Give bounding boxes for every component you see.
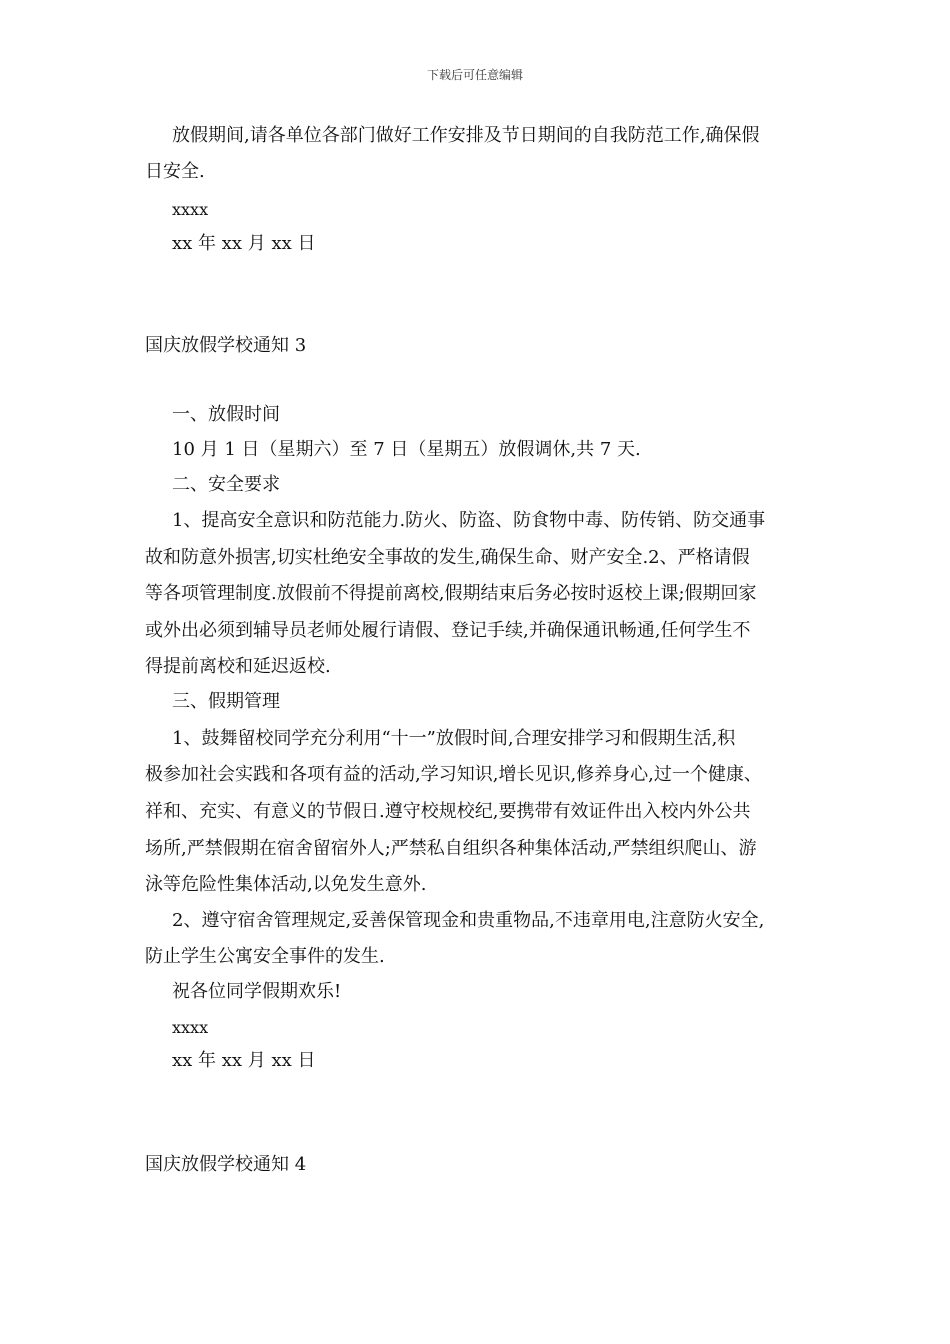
signature-name: xxxx <box>172 1018 209 1037</box>
paragraph-line: 1、鼓舞留校同学充分利用“十一”放假时间,合理安排学习和假期生活,积 <box>172 728 736 749</box>
signature-date: xx 年 xx 月 xx 日 <box>172 1050 316 1071</box>
paragraph-line: 防止学生公寓安全事件的发生. <box>145 946 385 967</box>
paragraph-line: 10 月 1 日（星期六）至 7 日（星期五）放假调休,共 7 天. <box>172 439 641 460</box>
paragraph-line: 故和防意外损害,切实杜绝安全事故的发生,确保生命、财产安全.2、严格请假 <box>145 547 750 568</box>
section-heading: 三、假期管理 <box>172 691 280 712</box>
section-heading: 一、放假时间 <box>172 404 280 425</box>
paragraph-line: 等各项管理制度.放假前不得提前离校,假期结束后务必按时返校上课;假期回家 <box>145 583 757 604</box>
paragraph-line: 或外出必须到辅导员老师处履行请假、登记手续,并确保通讯畅通,任何学生不 <box>145 620 751 641</box>
signature-name: xxxx <box>172 200 209 219</box>
paragraph-line: 场所,严禁假期在宿舍留宿外人;严禁私自组织各种集体活动,严禁组织爬山、游 <box>145 838 757 859</box>
paragraph-line: 祝各位同学假期欢乐! <box>172 981 342 1002</box>
paragraph-line: 放假期间,请各单位各部门做好工作安排及节日期间的自我防范工作,确保假 <box>172 125 760 146</box>
paragraph-line: 2、遵守宿舍管理规定,妥善保管现金和贵重物品,不违章用电,注意防火安全, <box>172 910 765 931</box>
signature-date: xx 年 xx 月 xx 日 <box>172 233 316 254</box>
section-title: 国庆放假学校通知 3 <box>145 335 307 356</box>
paragraph-line: 极参加社会实践和各项有益的活动,学习知识,增长见识,修养身心,过一个健康、 <box>145 764 762 785</box>
section-title: 国庆放假学校通知 4 <box>145 1154 307 1175</box>
section-heading: 二、安全要求 <box>172 474 280 495</box>
paragraph-line: 日安全. <box>145 161 205 182</box>
paragraph-line: 得提前离校和延迟返校. <box>145 656 331 677</box>
page-header: 下载后可任意编辑 <box>426 68 523 82</box>
paragraph-line: 泳等危险性集体活动,以免发生意外. <box>145 874 427 895</box>
paragraph-line: 祥和、充实、有意义的节假日.遵守校规校纪,要携带有效证件出入校内外公共 <box>145 801 751 822</box>
paragraph-line: 1、提高安全意识和防范能力.防火、防盗、防食物中毒、防传销、防交通事 <box>172 510 766 531</box>
